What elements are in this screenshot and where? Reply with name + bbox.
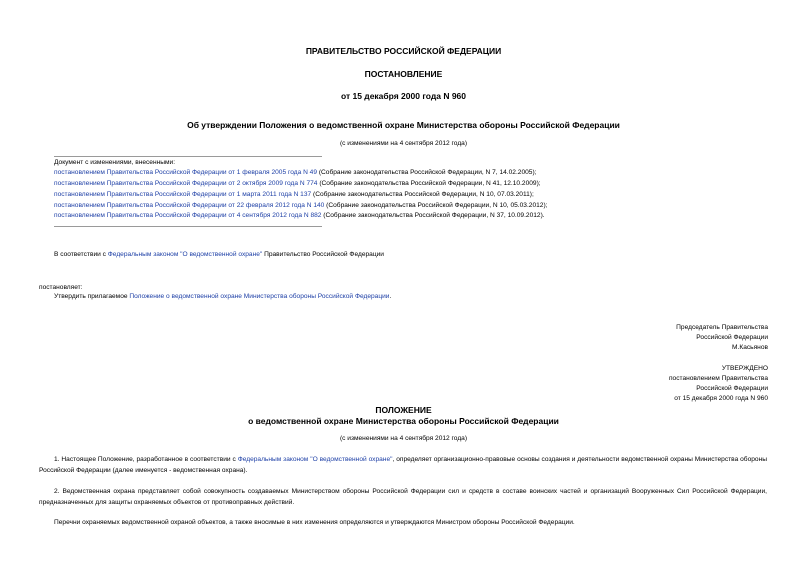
regulation-link[interactable]: Положение о ведомственной охране Министерства обороны Российской Федерации <box>129 293 390 300</box>
regulation-title: ПОЛОЖЕНИЕ <box>375 405 432 415</box>
signatory-position: Председатель Правительства <box>676 324 768 331</box>
amendment-item <box>54 168 537 179</box>
approval-label: УТВЕРЖДЕНО <box>721 365 768 372</box>
amendment-source: (Собрание законодательства Российской Федерации, N 7, 14.02.2005); <box>317 169 537 176</box>
signatory-name: М.Касьянов <box>732 344 768 351</box>
approval-line: Российской Федерации <box>696 385 768 392</box>
amendment-link[interactable]: постановлением Правительства Российской Федерации от 1 февраля 2005 года N 49 <box>54 169 318 176</box>
resolves-clause <box>54 292 391 303</box>
amendment-source: (Собрание законодательства Российской Федерации, N 37, 10.09.2012). <box>321 212 545 219</box>
amendment-item <box>54 201 548 212</box>
regulation-subtitle: о ведомственной охране Министерства обороны Российской Федерации <box>248 416 559 426</box>
resolves-suffix: . <box>389 293 392 300</box>
revision-note: (с изменениями на 4 сентября 2012 года) <box>339 140 468 147</box>
amendments-top-divider <box>54 156 322 157</box>
regulation-paragraph-3: Перечни охраняемых ведомственной охраной объектов, а также вносимые в них изменения определяются и утверждаются Министром обороны Российской Федерации. <box>54 519 575 526</box>
amendment-source: (Собрание законодательства Российской Федерации, N 10, 07.03.2011); <box>311 191 534 198</box>
resolves-prefix: Утвердить прилагаемое <box>54 293 130 300</box>
document-date-number: от 15 декабря 2000 года N 960 <box>340 91 467 101</box>
amendment-source: (Собрание законодательства Российской Федерации, N 41, 12.10.2009); <box>317 180 541 187</box>
paragraph-1-suffix: , определяет организационно-правовые основы создания и деятельности ведомственной охраны Министерства обороны Российской Федерации (далее именуется - ведомственная охрана). <box>39 456 767 474</box>
amendment-link[interactable]: постановлением Правительства Российской Федерации от 4 сентября 2012 года N 882 <box>54 212 322 219</box>
regulation-revision-note: (с изменениями на 4 сентября 2012 года) <box>339 435 468 442</box>
amendment-link[interactable]: постановлением Правительства Российской Федерации от 22 февраля 2012 года N 140 <box>54 202 325 209</box>
amendments-heading: Документ с изменениями, внесенными: <box>54 159 176 166</box>
approval-line: постановлением Правительства <box>668 375 768 382</box>
preamble-suffix: Правительство Российской Федерации <box>262 251 384 258</box>
regulation-paragraph-2: 2. Ведомственная охрана представляет собой совокупность создаваемых Министерством обороны Российской Федерации сил и средств в составе воинских частей и организаций Вооруженных Сил Российской Федерации, предназначенных для защиты охраняемых объектов от противоправных действий. <box>39 488 767 506</box>
amendment-link[interactable]: постановлением Правительства Российской Федерации от 1 марта 2011 года N 137 <box>54 191 312 198</box>
amendment-item <box>54 190 534 201</box>
resolves-label: постановляет: <box>39 284 83 291</box>
preamble-prefix: В соответствии с <box>54 251 108 258</box>
approval-date: от 15 декабря 2000 года N 960 <box>674 395 768 402</box>
amendment-source: (Собрание законодательства Российской Федерации, N 10, 05.03.2012); <box>324 202 548 209</box>
amendment-item <box>54 179 541 190</box>
federal-law-link[interactable]: Федеральным законом "О ведомственной охране" <box>237 456 393 463</box>
amendments-bottom-divider <box>54 226 322 227</box>
preamble <box>54 250 384 261</box>
document-type: ПОСТАНОВЛЕНИЕ <box>364 69 443 79</box>
paragraph-1-prefix: 1. Настоящее Положение, разработанное в соответствии с <box>54 456 238 463</box>
document-title: Об утверждении Положения о ведомственной охране Министерства обороны Российской Федерации <box>187 120 620 130</box>
amendment-item <box>54 211 545 222</box>
federal-law-link[interactable]: Федеральным законом "О ведомственной охране" <box>107 251 263 258</box>
signatory-country: Российской Федерации <box>696 334 768 341</box>
regulation-paragraph-1 <box>39 455 767 476</box>
issuing-authority: ПРАВИТЕЛЬСТВО РОССИЙСКОЙ ФЕДЕРАЦИИ <box>305 46 502 56</box>
amendment-link[interactable]: постановлением Правительства Российской Федерации от 2 октября 2009 года N 774 <box>54 180 318 187</box>
